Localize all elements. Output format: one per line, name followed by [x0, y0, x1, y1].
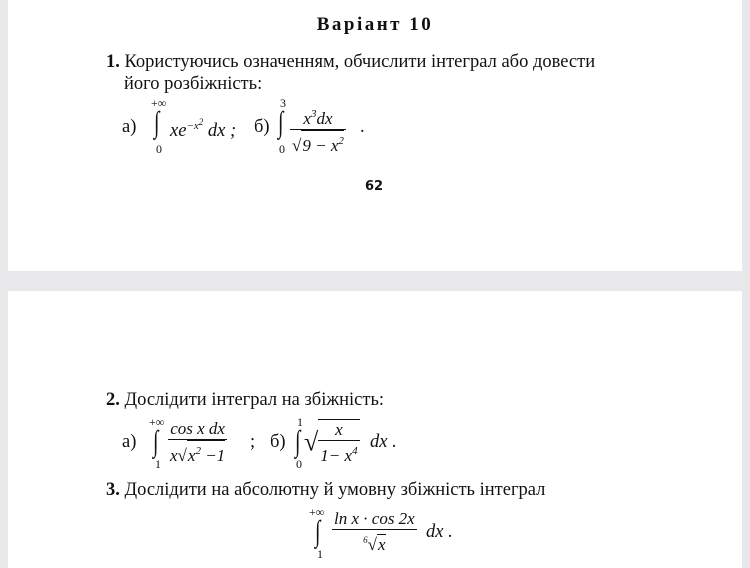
task-2b-integral-sign: ∫ [295, 425, 301, 458]
task-2a-fraction: $\frac{\text{cos x dx}}{x√x^2 -1}$ [170, 419, 226, 465]
task-2a-separator: ; [250, 432, 256, 452]
task-1a-integral-sign: ∫ [154, 106, 160, 139]
task-1a-lower-limit: 0 [156, 142, 162, 156]
task-1-text-1: Користуючись означенням, обчислити інтеграл або довести [124, 52, 596, 72]
task-2a-label: а) [122, 432, 137, 452]
page-2 [8, 291, 742, 568]
task-1b-end: . [360, 117, 365, 137]
task-2b-dx: dx . [370, 432, 397, 452]
task-2b-label: б) [270, 432, 286, 452]
variant-title: Варіант 10 [316, 14, 434, 35]
task-3-text: Дослідити на абсолютну й умовну збіжність інтеграл [124, 480, 546, 500]
task-1a-integrand: $xe^{-x^2}$ dx ; [170, 117, 237, 141]
task-1b-fraction: $\frac{x^3dx}{√9 - x^2}$ [290, 104, 346, 156]
task-1-line-1 [106, 52, 595, 73]
task-3-dx: dx . [426, 522, 453, 542]
task-3-fraction: $\frac{\text{ln x · cos 2x}}{^6√x}$ [334, 509, 415, 554]
task-2b-lower-limit: 0 [296, 457, 302, 471]
task-1b-integral-sign: ∫ [278, 106, 284, 139]
task-1a-upper-limit: +∞ [151, 96, 167, 110]
task-3-line [106, 480, 545, 501]
task-2-number: 2. [106, 390, 120, 410]
task-2a-lower-limit: 1 [155, 457, 161, 471]
task-2a-integral-sign: ∫ [153, 425, 159, 458]
task-1-text-2: його розбіжність: [124, 74, 263, 94]
task-2b-upper-limit: 1 [297, 415, 303, 429]
task-2-text: Дослідити інтеграл на збіжність: [124, 390, 385, 410]
task-3-upper-limit: +∞ [309, 505, 325, 519]
task-2b-sqrt-fraction: √ $\frac{x}{1- x^4}$ [304, 420, 358, 465]
task-1-number: 1. [106, 52, 120, 72]
task-3-lower-limit: 1 [317, 547, 323, 561]
page-1 [8, 0, 742, 271]
page-number: 62 [365, 179, 384, 194]
task-1a-label: а) [122, 117, 137, 137]
task-3-number: 3. [106, 480, 120, 500]
task-1b-upper-limit: 3 [280, 96, 286, 110]
task-2a-upper-limit: +∞ [149, 415, 165, 429]
task-1b-label: б) [254, 117, 270, 137]
task-2-line [106, 390, 384, 411]
task-3-integral-sign: ∫ [315, 515, 321, 548]
task-1b-lower-limit: 0 [279, 142, 285, 156]
